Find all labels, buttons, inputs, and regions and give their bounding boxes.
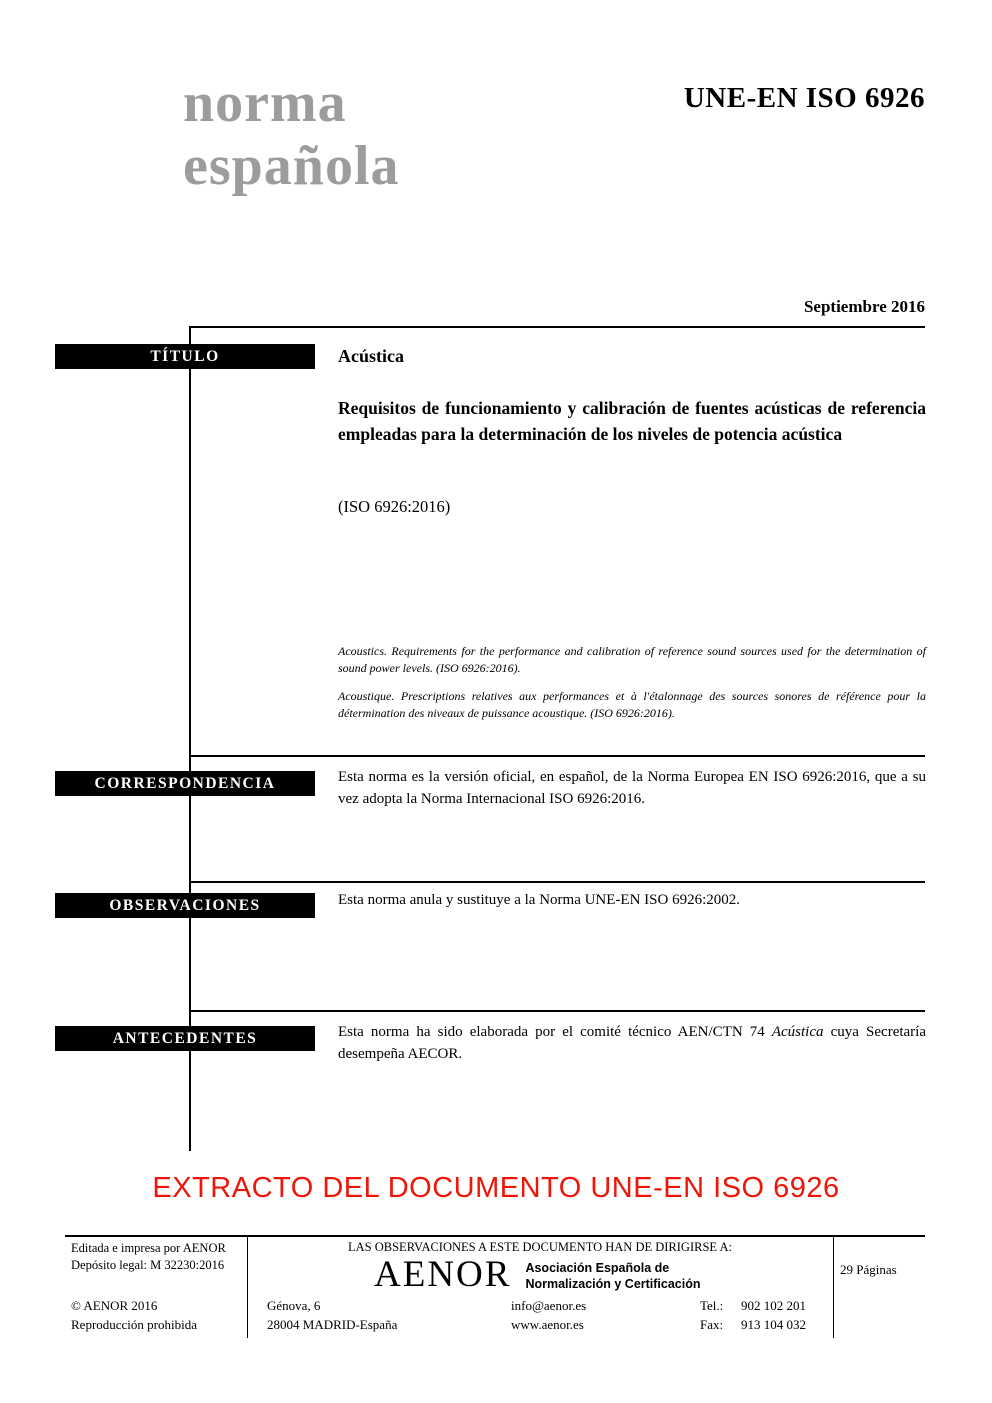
aenor-subtitle-line1: Asociación Española de [525,1261,670,1275]
english-abstract: Acoustics. Requirements for the performance and calibration of reference sound sources used for the determination of sound power levels. (ISO 6926:2016). [338,644,926,676]
correspondencia-text: Esta norma es la versión oficial, en español, de la Norma Europea EN ISO 6926:2016, que a su vez adopta la Norma Internacional ISO 6926:2016. [338,769,926,807]
fax-number: 913 104 032 [741,1316,806,1332]
antecedentes-text-before: Esta norma ha sido elaborada por el comité técnico AEN/CTN 74 [338,1024,772,1040]
footer-copyright-line1: © AENOR 2016 [71,1298,158,1313]
observaciones-text: Esta norma anula y sustituye a la Norma UNE-EN ISO 6926:2002. [338,892,741,908]
logo-line-2: española [183,134,400,197]
antecedentes-text [338,1022,926,1066]
logo-line-1: norma [183,72,347,134]
page-count: 29 Páginas [840,1262,897,1277]
footer-edition-line2: Depósito legal: M 32230:2016 [71,1257,225,1272]
french-abstract: Acoustique. Prescriptions relatives aux performances et à l'étalonnage des sources sonores de référence pour la détermination des niveaux de puissance acoustique. (ISO 6926:2016). [338,689,926,721]
aenor-logo-block [374,1256,701,1293]
tel-number: 902 102 201 [741,1298,806,1313]
antecedentes-text-italic: Acústica [771,1024,824,1040]
footer-edition-line1: Editada e impresa por AENOR [71,1241,226,1255]
footer-edition [71,1240,226,1274]
aenor-subtitle-line2: Normalización y Certificación [525,1277,701,1292]
antecedentes-rule [190,1010,925,1012]
footer-rule [65,1235,925,1237]
publication-date: Septiembre 2016 [803,297,925,316]
fax-label: Fax: [700,1316,724,1332]
observaciones-rule [190,881,925,883]
correspondencia-rule [190,755,925,757]
correspondencia-label: CORRESPONDENCIA [55,771,315,796]
footer-contact [511,1297,586,1335]
tel-row [700,1297,806,1316]
antecedentes-label: ANTECEDENTES [55,1026,315,1051]
footer-divider-right [833,1235,834,1338]
observaciones-label: OBSERVACIONES [55,893,315,918]
antecedentes-text-after: cuya Secretaría desempeña AECOR. [338,1024,926,1062]
iso-reference: (ISO 6926:2016) [338,497,451,516]
aenor-subtitle [525,1260,700,1293]
address-line2: 28004 MADRID-España [267,1316,398,1332]
footer-address [267,1297,397,1335]
fax-row [700,1316,806,1335]
subject-heading: Acústica [338,346,404,366]
extract-banner: EXTRACTO DEL DOCUMENTO UNE-EN ISO 6926 [152,1172,840,1204]
document-code: UNE-EN ISO 6926 [683,82,925,114]
norma-espanola-logo [183,72,400,197]
footer-copyright [71,1297,197,1335]
footer-telfax [700,1297,806,1335]
footer-observations-notice: LAS OBSERVACIONES A ESTE DOCUMENTO HAN DE DIRIGIRSE A: [348,1240,732,1254]
tel-label: Tel.: [700,1298,724,1313]
footer-copyright-line2: Reproducción prohibida [71,1316,197,1332]
address-line1: Génova, 6 [267,1298,321,1313]
titulo-rule [190,326,925,328]
web-address: www.aenor.es [511,1316,584,1332]
titulo-label: TÍTULO [55,344,315,369]
email-address: info@aenor.es [511,1298,587,1313]
aenor-logo: AENOR [374,1254,512,1295]
document-title: Requisitos de funcionamiento y calibración de fuentes acústicas de referencia empleadas para la determinación de los niveles de potencia acústica [338,398,926,444]
